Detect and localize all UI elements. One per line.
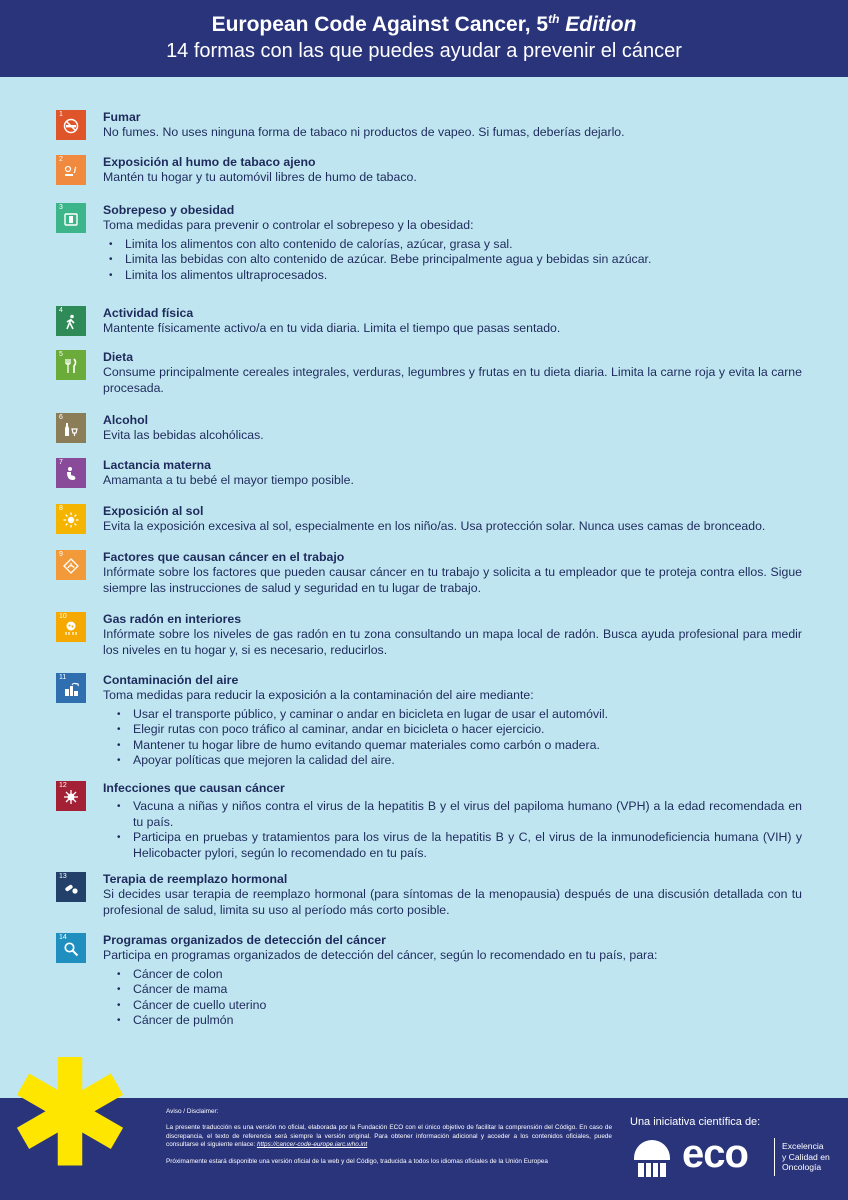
breastfeeding-icon — [63, 466, 79, 482]
item-title: Actividad física — [103, 306, 194, 320]
item-icon-box: 7 — [56, 458, 86, 488]
pills-icon — [63, 880, 79, 896]
list-item: • Mantener tu hogar libre de humo evitando quemar materiales como carbón o madera. — [133, 738, 802, 753]
item-description: Infórmate sobre los niveles de gas radón en tu zona consultando un mapa local de radón. Busca ayuda profesional para medir los niveles en tu hogar y, si es necesario, reducirlos. — [103, 627, 802, 657]
radon-icon — [63, 620, 79, 636]
page-header — [0, 0, 848, 77]
item-icon-box: 1 — [56, 110, 86, 140]
item-description: Toma medidas para reducir la exposición a la contaminación del aire mediante: — [103, 688, 534, 703]
bullet-list — [103, 707, 802, 769]
item-title: Exposición al humo de tabaco ajeno — [103, 155, 316, 169]
initiative-label: Una iniciativa científica de: — [630, 1116, 761, 1128]
item-icon-box: 10 — [56, 612, 86, 642]
list-item: • Cáncer de cuello uterino — [133, 998, 802, 1013]
item-icon-box: 5 — [56, 350, 86, 380]
sun-icon — [63, 512, 79, 528]
item-icon-box: 6 — [56, 413, 86, 443]
item-title: Fumar — [103, 110, 141, 124]
item-description: Si decides usar terapia de reemplazo hormonal (para síntomas de la menopausia) después de una discusión detallada con tu profesional de salud, limita su uso al período más corto posible. — [103, 887, 802, 917]
eco-wordmark: eco — [682, 1132, 748, 1176]
disclaimer-note: Próximamente estará disponible una versión oficial de la web y del Código, traducida a todos los idiomas oficiales de la Unión Europea — [166, 1157, 548, 1165]
walking-person-icon — [63, 314, 79, 330]
bullet-list — [103, 967, 802, 1029]
item-icon-box: 12 — [56, 781, 86, 811]
item-description: Participa en programas organizados de detección del cáncer, según lo recomendado en tu país, para: — [103, 948, 658, 963]
item-description: Consume principalmente cereales integrales, verduras, legumbres y frutas en tu dieta diaria. Limita la carne roja y evita la carne procesada. — [103, 365, 802, 395]
disclaimer-text: La presente traducción es una versión no oficial, elaborada por la Fundación ECO con el único objetivo de facilitar la comprensión del Código. En caso de discrepancia, el texto de referencia será siempre la versión original. Para obtener información adicional y acceder a los contenidos oficiales, puede consultarse el siguiente enlace: — [166, 1124, 612, 1149]
list-item: • Usar el transporte público, y caminar o andar en bicicleta en lugar de usar el automóvil. — [133, 707, 802, 722]
list-item: • Limita los alimentos con alto contenido de calorías, azúcar, grasa y sal. — [125, 237, 802, 252]
no-smoking-icon — [63, 118, 79, 134]
item-description: No fumes. No uses ninguna forma de tabaco ni productos de vapeo. Si fumas, deberías dejarlo. — [103, 125, 625, 140]
item-description: Evita la exposición excesiva al sol, especialmente en los niño/as. Usa protección solar. Nunca uses camas de bronceado. — [103, 519, 766, 534]
list-item: • Limita las bebidas con alto contenido de azúcar. Bebe principalmente agua y bebidas sin azúcar. — [125, 252, 802, 267]
item-title: Factores que causan cáncer en el trabajo — [103, 550, 345, 564]
item-icon-box: 11 — [56, 673, 86, 703]
list-item: • Cáncer de colon — [133, 967, 802, 982]
bullet-list — [103, 799, 802, 861]
logo-divider — [774, 1138, 775, 1176]
item-description: Mantente físicamente activo/a en tu vida diaria. Limita el tiempo que pasas sentado. — [103, 321, 561, 336]
item-description: Evita las bebidas alcohólicas. — [103, 428, 264, 443]
magnifier-icon — [63, 941, 79, 957]
list-item: • Cáncer de pulmón — [133, 1013, 802, 1028]
eco-emblem-icon — [630, 1136, 674, 1180]
second-hand-smoke-icon — [63, 163, 79, 179]
item-description: Amamanta a tu bebé el mayor tiempo posible. — [103, 473, 354, 488]
item-title: Exposición al sol — [103, 504, 204, 518]
item-title: Contaminación del aire — [103, 673, 239, 687]
eco-logo — [630, 1132, 770, 1180]
fork-knife-icon — [63, 358, 79, 374]
item-title: Programas organizados de detección del cáncer — [103, 933, 386, 947]
disclaimer — [166, 1108, 612, 1174]
item-icon-box: 3 — [56, 203, 86, 233]
virus-icon — [63, 789, 79, 805]
list-item: • Vacuna a niñas y niños contra el virus de la hepatitis B y el virus del papiloma humano (VPH) a la edad recomendada en tu país. — [133, 799, 802, 830]
item-title: Sobrepeso y obesidad — [103, 203, 235, 217]
list-item: • Apoyar políticas que mejoren la calidad del aire. — [133, 753, 802, 768]
page-title: European Code Against Cancer, 5th Edition — [211, 12, 637, 36]
disclaimer-heading: Aviso / Disclaimer: — [166, 1108, 219, 1115]
alcohol-icon — [63, 421, 79, 437]
item-title: Infecciones que causan cáncer — [103, 781, 285, 795]
bullet-list — [103, 237, 802, 283]
list-item: • Limita los alimentos ultraprocesados. — [125, 268, 802, 283]
item-title: Terapia de reemplazo hormonal — [103, 872, 288, 886]
hazard-icon — [63, 558, 79, 574]
item-title: Alcohol — [103, 413, 149, 427]
item-title: Dieta — [103, 350, 134, 364]
eco-tagline: Excelencia y Calidad en Oncología — [782, 1141, 830, 1173]
star-of-life-icon — [0, 1040, 140, 1200]
page-subtitle: 14 formas con las que puedes ayudar a prevenir el cáncer — [166, 40, 682, 62]
item-icon-box: 4 — [56, 306, 86, 336]
list-item: • Participa en pruebas y tratamientos para los virus de la hepatitis B y C, el virus de la inmunodeficiencia humana (VIH) y Helicobacter pylori, según lo recomendado en tu país. — [133, 830, 802, 861]
disclaimer-link[interactable]: https://cancer-code-europe.iarc.who.int — [256, 1141, 368, 1149]
item-description: Toma medidas para prevenir o controlar el sobrepeso y la obesidad: — [103, 218, 474, 233]
list-item: • Cáncer de mama — [133, 982, 802, 997]
item-icon-box: 14 — [56, 933, 86, 963]
item-description: Infórmate sobre los factores que pueden causar cáncer en tu trabajo y solicita a tu empleador que te proteja contra ellos. Sigue siempre las instrucciones de salud y seguridad en tu lugar de trabajo. — [103, 565, 802, 595]
list-item: • Elegir rutas con poco tráfico al caminar, andar en bicicleta o hacer ejercicio. — [133, 722, 802, 737]
air-pollution-icon — [63, 681, 79, 697]
item-icon-box: 2 — [56, 155, 86, 185]
item-icon-box: 8 — [56, 504, 86, 534]
item-title: Lactancia materna — [103, 458, 211, 472]
item-icon-box: 13 — [56, 872, 86, 902]
item-title: Gas radón en interiores — [103, 612, 242, 626]
body-weight-icon — [63, 211, 79, 227]
item-icon-box: 9 — [56, 550, 86, 580]
item-description: Mantén tu hogar y tu automóvil libres de humo de tabaco. — [103, 170, 417, 185]
